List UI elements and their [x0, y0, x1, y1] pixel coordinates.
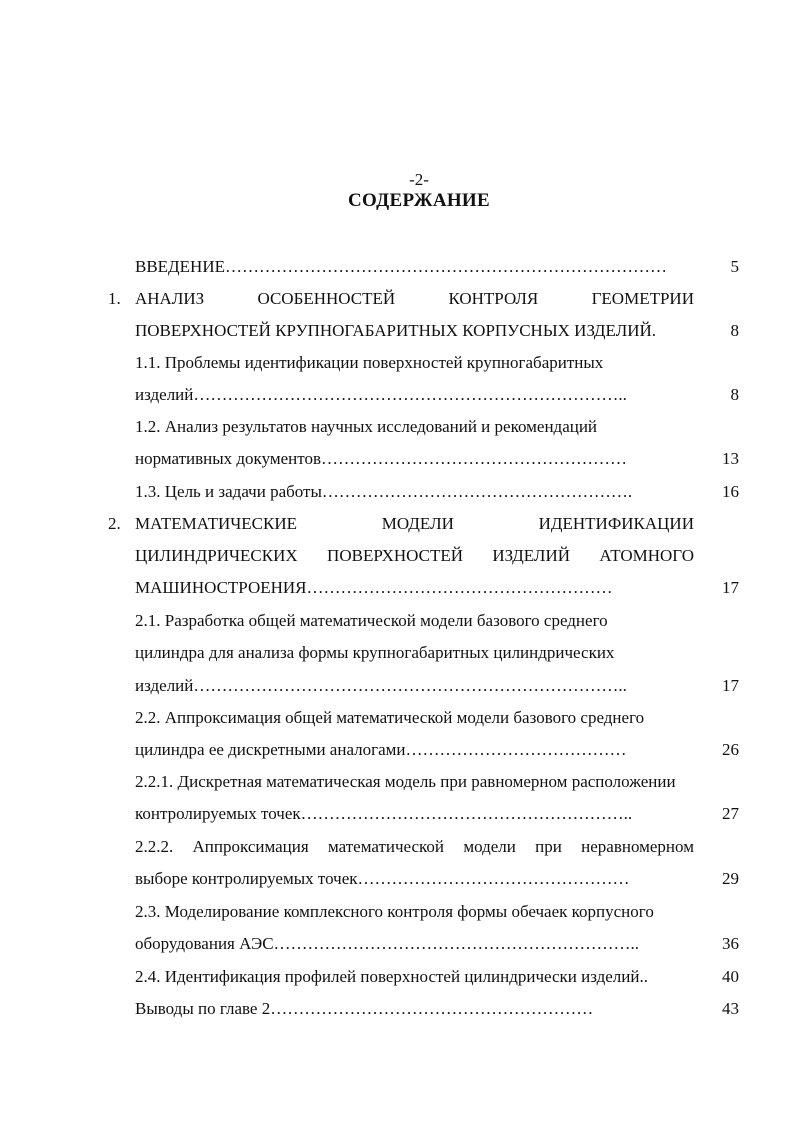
toc-entry-text: изделий………………………………………………………………….. [135, 385, 627, 404]
toc-entry-text: 2.3. Моделирование комплексного контроля формы обечаек корпусного [135, 902, 654, 921]
toc-word: МОДЕЛИ [381, 514, 454, 533]
page-title: СОДЕРЖАНИЕ [348, 190, 490, 211]
toc-chapter-title [135, 513, 694, 535]
toc-entry-page: 43 [722, 999, 739, 1018]
toc-chapter-number: 1. [108, 289, 121, 308]
toc-entry-page: 13 [722, 449, 739, 468]
toc-entry-text: выборе контролируемых точек………………………………………… [135, 869, 630, 888]
toc-entry-text: ПОВЕРХНОСТЕЙ КРУПНОГАБАРИТНЫХ КОРПУСНЫХ ИЗДЕЛИЙ. [135, 321, 657, 340]
toc-entry-page: 26 [722, 740, 739, 759]
toc-entry-page: 16 [722, 482, 739, 501]
toc-word: ГЕОМЕТРИИ [591, 289, 694, 308]
toc-word: Аппроксимация [192, 837, 309, 856]
toc-entry-text: МАШИНОСТРОЕНИЯ……………………………………………… [135, 578, 613, 597]
toc-entry-text: 2.1. Разработка общей математической модели базового среднего [135, 611, 608, 630]
toc-word: 2.2.2. [135, 837, 174, 856]
toc-entry-page: 8 [730, 385, 739, 404]
toc-word: АНАЛИЗ [135, 289, 205, 308]
toc-word: МАТЕМАТИЧЕСКИЕ [135, 514, 297, 533]
toc-entry-text: контролируемых точек………………………………………………….. [135, 804, 633, 823]
toc-entry-page: 5 [730, 257, 739, 276]
toc-entry-page: 27 [722, 804, 739, 823]
toc-chapter-number: 2. [108, 514, 121, 533]
toc-word: КОНТРОЛЯ [448, 289, 539, 308]
toc-entry-text: 2.4. Идентификация профилей поверхностей цилиндрически изделий.. [135, 967, 648, 986]
toc-entry-page: 17 [722, 676, 739, 695]
toc-chapter-title [135, 288, 694, 310]
toc-entry-justified [135, 836, 694, 858]
toc-word: при [535, 837, 562, 856]
toc-entry-page: 36 [722, 934, 739, 953]
toc-entry-text: 1.2. Анализ результатов научных исследований и рекомендаций [135, 417, 598, 436]
toc-word: модели [463, 837, 516, 856]
toc-word: неравномерном [581, 837, 694, 856]
toc-word: ИЗДЕЛИЙ [492, 546, 571, 565]
toc-word: ЦИЛИНДРИЧЕСКИХ [135, 546, 298, 565]
toc-word: ОСОБЕННОСТЕЙ [257, 289, 396, 308]
toc-entry-text: цилиндра для анализа формы крупногабаритных цилиндрических [135, 643, 615, 662]
toc-entry-page: 17 [722, 578, 739, 597]
toc-entry-text: нормативных документов……………………………………………… [135, 449, 627, 468]
page-number: -2- [409, 170, 429, 189]
toc-entry-text: 2.2.1. Дискретная математическая модель при равномерном расположении [135, 772, 676, 791]
toc-entry-text: Выводы по главе 2………………………………………………… [135, 999, 594, 1018]
toc-word: ИДЕНТИФИКАЦИИ [538, 514, 694, 533]
toc-entry-text: оборудования АЭС……………………………………………………….. [135, 934, 640, 953]
toc-entry-text: изделий………………………………………………………………….. [135, 676, 627, 695]
toc-word: математической [327, 837, 445, 856]
toc-word: АТОМНОГО [599, 546, 694, 565]
toc-entry-text: цилиндра ее дискретными аналогами………………………………… [135, 740, 627, 759]
toc-entry-text: 1.3. Цель и задачи работы………………………………………………. [135, 482, 633, 501]
toc-word: ПОВЕРХНОСТЕЙ [327, 546, 463, 565]
toc-chapter-title-cont [135, 545, 694, 567]
toc-entry-page: 29 [722, 869, 739, 888]
toc-entry-page: 8 [730, 321, 739, 340]
toc-entry-text: 2.2. Аппроксимация общей математической модели базового среднего [135, 708, 645, 727]
toc-entry-page: 40 [722, 967, 739, 986]
toc-entry-text: 1.1. Проблемы идентификации поверхностей крупногабаритных [135, 353, 604, 372]
toc-entry-text: ВВЕДЕНИЕ…………………………………………………………………… [135, 257, 667, 276]
